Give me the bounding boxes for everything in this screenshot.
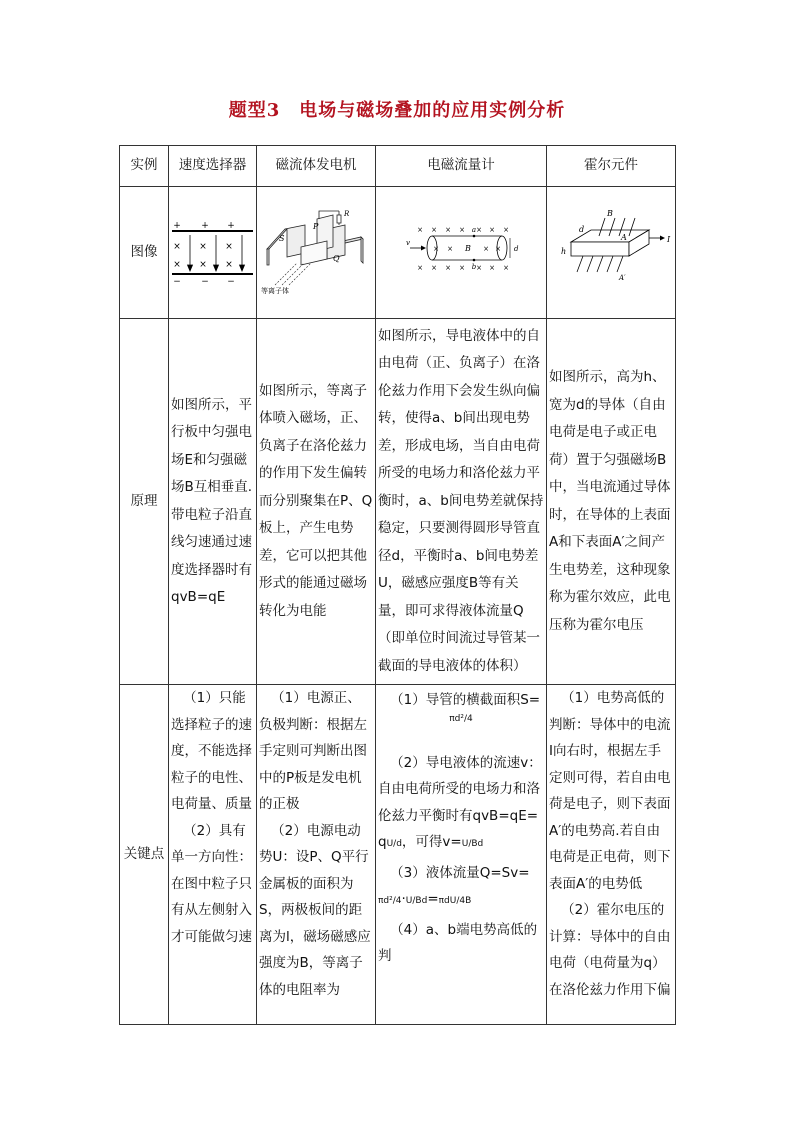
principle-flowmeter: 如图所示，导电液体中的自由电荷（正、负离子）在洛伦兹力作用下会发生纵向偏转，使得a、b间出现电势差，形成电场，当自由电荷所受的电场力和洛伦兹力平衡时，a、b间电势差就保持稳定，只要测得圆形导管直径d，平衡时a、b间电势差U，磁感应强度B等有关量，即可求得液体流量Q（即单位时间流过导管某一截面的导电液体的体积） xyxy=(376,319,547,685)
keypoint-paragraph: （4）a、b端电势高低的判 xyxy=(378,921,538,964)
svg-text:×: × xyxy=(495,245,501,254)
label-r: R xyxy=(344,210,350,219)
svg-text:×: × xyxy=(433,245,439,254)
velocity-selector-diagram-cell xyxy=(169,187,257,319)
minus-sign: − xyxy=(201,277,209,288)
label-plasma: 等离子体 xyxy=(261,287,289,296)
formula: U/Bd xyxy=(461,839,484,849)
principle-hall-element: 如图所示，高为h、宽为d的导体（自由电荷是电子或正电荷）置于匀强磁场B中，当电流通过导体时，在导体的上表面A和下表面A′之间产生电势差，这种现象称为霍尔效应，此电压称为霍尔电压 xyxy=(547,319,676,685)
principle-row xyxy=(120,319,676,685)
flowmeter-diagram xyxy=(376,202,546,292)
keypoint-hall-element xyxy=(547,685,676,1025)
label-b: b xyxy=(471,263,477,272)
mhd-diagram-cell xyxy=(257,187,376,319)
text: ，可得v= xyxy=(401,834,462,850)
cross-mark: × xyxy=(225,242,233,253)
keypoint-paragraph: （1）只能选择粒子的速度，不能选择粒子的电性、电荷量、质量 xyxy=(171,690,252,812)
keypoint-paragraph: 自由电荷所受的电场力和洛伦兹力平衡时有qvB=qE= xyxy=(378,781,540,824)
keypoint-row xyxy=(120,685,676,1025)
keypoint-paragraph: （1）电势高低的判断：导体中的电流I向右时，根据左手定则可得，若自由电荷是电子，则下表面A′的电势高.若自由电荷是正电荷，则下表面A′的电势低 xyxy=(549,690,671,892)
keypoint-paragraph: （2）导电液体的流速v： xyxy=(390,754,542,771)
label-p: P xyxy=(313,222,319,232)
label-d: d xyxy=(579,225,585,235)
formula: πd²/4 xyxy=(449,713,473,724)
label-v: v xyxy=(406,239,410,248)
svg-text:×: × xyxy=(476,226,482,235)
image-row-label: 图像 xyxy=(120,187,169,319)
flowmeter-diagram-cell xyxy=(376,187,547,319)
text: · xyxy=(401,891,406,907)
keypoint-paragraph: （3）液体流量Q=Sv= xyxy=(390,864,530,881)
svg-text:×: × xyxy=(417,226,423,235)
cross-mark: × xyxy=(225,260,233,271)
cross-mark: × xyxy=(173,242,181,253)
minus-sign: − xyxy=(173,277,181,288)
keypoint-flowmeter xyxy=(376,685,547,1025)
principle-velocity-selector: 如图所示，平行板中匀强电场E和匀强磁场B互相垂直.带电粒子沿直线匀速通过速度选择器时有qvB=qE xyxy=(169,319,257,685)
minus-sign: − xyxy=(227,277,235,288)
cross-mark: × xyxy=(199,260,207,271)
header-row xyxy=(120,146,676,187)
label-b: B xyxy=(607,209,613,219)
svg-text:×: × xyxy=(447,245,453,254)
formula: πd²/4 xyxy=(378,896,402,906)
label-h: h xyxy=(561,247,567,257)
label-b-field: B xyxy=(465,244,471,254)
field-arrows xyxy=(188,235,245,271)
label-i: I xyxy=(667,235,671,245)
plus-sign: + xyxy=(227,221,235,232)
svg-text:×: × xyxy=(445,226,451,235)
formula: U/d xyxy=(386,839,402,849)
svg-text:×: × xyxy=(483,245,489,254)
keypoint-mhd-generator xyxy=(257,685,376,1025)
header-example: 实例 xyxy=(120,146,169,187)
image-row xyxy=(120,187,676,319)
text: = xyxy=(427,891,439,907)
mhd-generator-diagram xyxy=(257,199,375,295)
keypoint-paragraph: （2）电源电动势U：设P、Q平行金属板的面积为S，两极板间的距离为l，磁场磁感应强度为B，等离子体的电阻率为 xyxy=(259,822,371,998)
formula: U/Bd xyxy=(405,896,428,906)
hall-element-diagram xyxy=(547,202,675,292)
cross-mark: × xyxy=(199,242,207,253)
keypoint-paragraph: （1）电源正、负极判断：根据左手定则可判断出图中的P板是发电机的正极 xyxy=(259,690,367,812)
keypoint-velocity-selector xyxy=(169,685,257,1025)
formula: πdU/4B xyxy=(438,896,472,906)
header-mhd-generator: 磁流体发电机 xyxy=(257,146,376,187)
label-d: d xyxy=(514,245,519,254)
label-a-prime: A′ xyxy=(619,274,626,283)
keypoint-paragraph: （2）具有单一方向性：在图中粒子只有从左侧射入才可能做匀速 xyxy=(171,822,252,945)
svg-text:×: × xyxy=(459,226,465,235)
svg-text:×: × xyxy=(431,226,437,235)
svg-text:×: × xyxy=(489,226,495,235)
cross-mark: × xyxy=(173,260,181,271)
label-a: a xyxy=(471,226,477,235)
svg-text:×: × xyxy=(431,264,437,273)
keypoint-row-label: 关键点 xyxy=(120,685,169,1025)
svg-text:×: × xyxy=(417,264,423,273)
formula: q xyxy=(378,834,387,850)
header-hall-element: 霍尔元件 xyxy=(547,146,676,187)
page-title: 题型3 电场与磁场叠加的应用实例分析 xyxy=(228,100,566,121)
header-flowmeter: 电磁流量计 xyxy=(376,146,547,187)
svg-text:×: × xyxy=(459,264,465,273)
svg-text:×: × xyxy=(445,264,451,273)
principle-row-label: 原理 xyxy=(120,319,169,685)
plus-sign: + xyxy=(173,221,181,232)
principle-mhd-generator: 如图所示，等离子体喷入磁场，正、负离子在洛伦兹力的作用下发生偏转而分别聚集在P、Q板上，产生电势差，它可以把其他形式的能通过磁场转化为电能 xyxy=(257,319,376,685)
svg-text:×: × xyxy=(489,264,495,273)
svg-text:×: × xyxy=(476,264,482,273)
comparison-table xyxy=(119,145,676,1025)
label-s: S xyxy=(279,234,285,244)
plus-sign: + xyxy=(201,221,209,232)
keypoint-paragraph: （2）霍尔电压的计算：导体中的自由电荷（电荷量为q）在洛伦兹力作用下偏 xyxy=(549,902,671,998)
velocity-selector-diagram xyxy=(169,207,255,287)
keypoint-paragraph: （1）导管的横截面积S= xyxy=(390,692,541,708)
svg-text:×: × xyxy=(503,226,509,235)
label-q: Q xyxy=(333,254,340,264)
header-velocity-selector: 速度选择器 xyxy=(169,146,257,187)
hall-diagram-cell xyxy=(547,187,676,319)
svg-text:×: × xyxy=(503,264,509,273)
label-a: A xyxy=(621,233,627,243)
keypoint-paragraph xyxy=(378,886,544,913)
keypoint-paragraph xyxy=(378,829,544,856)
